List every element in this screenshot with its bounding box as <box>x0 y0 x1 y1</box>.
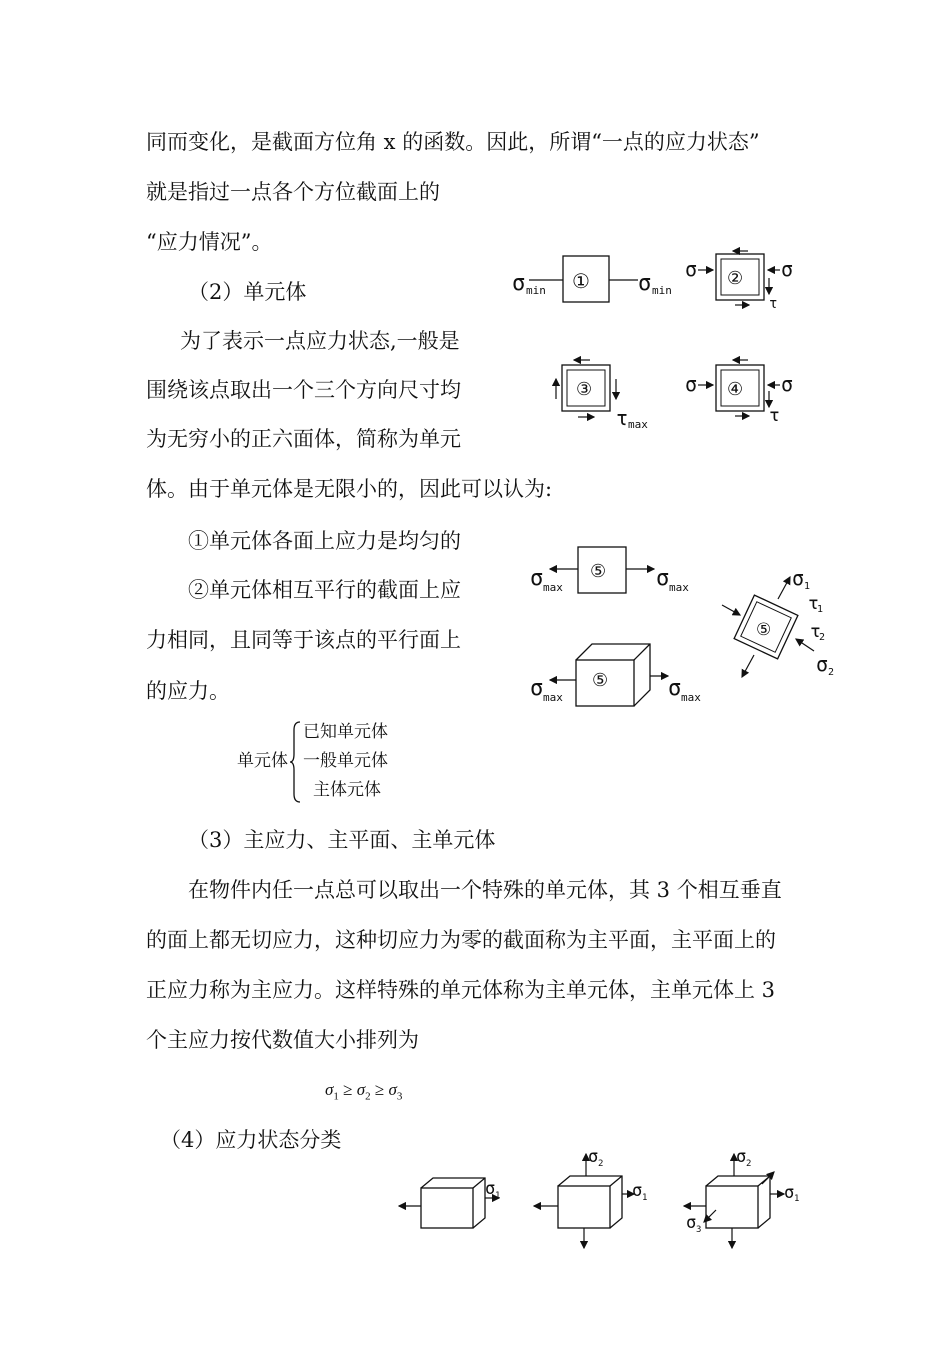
svg-text:σ: σ <box>736 1147 747 1167</box>
element-3-figure <box>550 355 660 431</box>
svg-text:σ: σ <box>685 372 698 396</box>
svg-text:σ: σ <box>685 257 698 281</box>
svg-text:τ: τ <box>769 296 778 312</box>
svg-text:σ: σ <box>781 372 794 396</box>
element-5-rotated-figure <box>718 565 843 680</box>
list-item: ②单元体相互平行的截面上应 <box>188 578 461 602</box>
paragraph-line: 就是指过一点各个方位截面上的 <box>146 180 440 204</box>
element-5-cube-figure <box>528 640 718 710</box>
triaxial-stress-figure <box>680 1148 810 1253</box>
biaxial-stress-figure <box>530 1148 655 1253</box>
brace-item: 已知单元体 <box>303 722 388 742</box>
svg-text:1: 1 <box>817 604 824 615</box>
section-heading-4: （4）应力状态分类 <box>160 1128 342 1152</box>
element-5-uniaxial-figure <box>528 545 708 605</box>
brace-label: 单元体 <box>237 751 288 771</box>
section-heading-3: （3）主应力、主平面、主单元体 <box>188 828 496 852</box>
svg-text:σ: σ <box>686 1213 697 1233</box>
paragraph-line: 在物件内任一点总可以取出一个特殊的单元体，其 3 个相互垂直 <box>188 878 782 902</box>
svg-text:σ: σ <box>668 676 682 701</box>
paragraph-line: 围绕该点取出一个三个方向尺寸均 <box>146 378 461 402</box>
svg-text:max: max <box>681 691 701 704</box>
svg-text:2: 2 <box>746 1159 752 1169</box>
element-number: ④ <box>727 379 744 400</box>
svg-text:max: max <box>669 581 689 594</box>
curly-brace <box>290 720 302 804</box>
svg-text:1: 1 <box>642 1193 648 1203</box>
paragraph-line: 的面上都无切应力，这种切应力为零的截面称为主平面，主平面上的 <box>146 928 776 952</box>
paragraph-line: 为无穷小的正六面体，简称为单元 <box>146 427 461 451</box>
element-number: ⑤ <box>592 670 609 691</box>
svg-text:σ: σ <box>638 271 652 296</box>
list-item: 力相同，且同等于该点的平行面上 <box>146 628 461 652</box>
element-number: ① <box>572 269 590 293</box>
svg-text:σ: σ <box>781 257 794 281</box>
svg-text:min: min <box>652 284 672 297</box>
svg-text:τ: τ <box>810 621 821 642</box>
svg-text:1: 1 <box>495 1191 501 1201</box>
paragraph-line: 体。由于单元体是无限小的，因此可以认为: <box>146 477 553 501</box>
element-number: ⑤ <box>756 620 772 640</box>
svg-text:σ: σ <box>530 676 544 701</box>
paragraph-line: 同而变化，是截面方位角 x 的函数。因此，所谓“一点的应力状态” <box>146 130 760 154</box>
element-number: ⑤ <box>590 561 607 582</box>
svg-text:τ: τ <box>808 593 819 614</box>
svg-text:2: 2 <box>598 1159 604 1169</box>
svg-text:σ: σ <box>512 271 526 296</box>
svg-text:σ: σ <box>485 1179 496 1199</box>
svg-text:max: max <box>543 581 563 594</box>
svg-text:τ: τ <box>769 405 780 426</box>
element-number: ③ <box>576 379 593 400</box>
svg-text:2: 2 <box>828 667 835 678</box>
paragraph-line: 正应力称为主应力。这样特殊的单元体称为主单元体，主单元体上 3 <box>146 978 776 1002</box>
svg-text:σ: σ <box>588 1147 599 1167</box>
svg-text:1: 1 <box>794 1194 800 1204</box>
element-2-figure <box>685 250 815 310</box>
paragraph-line: “应力情况”。 <box>146 230 273 254</box>
paragraph-line: 个主应力按代数值大小排列为 <box>146 1028 419 1052</box>
paragraph-line: 为了表示一点应力状态,一般是 <box>180 329 460 353</box>
svg-text:min: min <box>526 284 546 297</box>
svg-text:1: 1 <box>804 581 811 592</box>
section-heading-2: （2）单元体 <box>188 280 307 304</box>
svg-text:max: max <box>628 418 648 431</box>
uniaxial-stress-figure <box>395 1170 510 1240</box>
element-4-figure <box>685 355 815 425</box>
svg-text:σ: σ <box>792 566 805 590</box>
svg-text:max: max <box>543 691 563 704</box>
svg-text:2: 2 <box>819 632 826 643</box>
svg-text:σ: σ <box>632 1181 643 1201</box>
svg-text:3: 3 <box>696 1225 702 1235</box>
svg-text:σ: σ <box>816 652 829 676</box>
principal-stress-inequality: $\sigma_1 \ge \sigma_2 \ge \sigma_3$ <box>325 1080 403 1103</box>
svg-text:σ: σ <box>784 1183 795 1203</box>
list-item: ①单元体各面上应力是均匀的 <box>188 529 461 553</box>
svg-text:σ: σ <box>656 566 670 591</box>
element-number: ② <box>727 268 744 289</box>
brace-item: 主体元体 <box>313 780 381 800</box>
svg-text:σ: σ <box>530 566 544 591</box>
list-item: 的应力。 <box>146 679 230 703</box>
svg-text:τ: τ <box>616 406 629 430</box>
element-1-figure <box>510 250 680 310</box>
brace-item: 一般单元体 <box>303 751 388 771</box>
